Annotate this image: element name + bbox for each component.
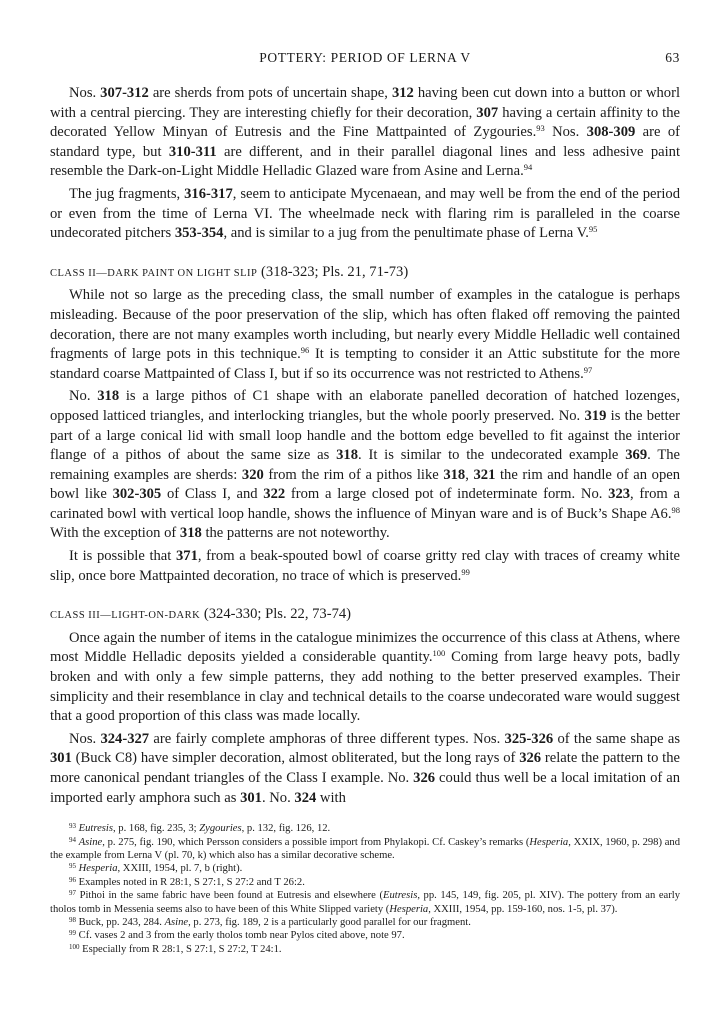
publication-title: Zygouries (199, 823, 242, 835)
text-run: Buck, pp. 243, 284. (76, 917, 165, 929)
footnote-ref: 98 (671, 504, 680, 515)
footnote-ref: 96 (69, 875, 76, 884)
publication-title: Asine (78, 836, 103, 848)
catalogue-number: 319 (584, 407, 607, 424)
catalogue-number: 307-312 (100, 85, 149, 101)
text-run: the rim and handle of an open bowl like (50, 466, 681, 503)
catalogue-number: 326 (519, 750, 542, 767)
catalogue-number: 321 (473, 466, 496, 483)
text-run: Especially from R 28:1, S 27:1, S 27:2, T 24:1. (79, 943, 282, 955)
text-run: Pithoi in the same fabric have been found at Eutresis and elsewhere ( (76, 890, 383, 902)
section-heading-class-ii (50, 263, 680, 284)
text-run: could thus well be a local imitation of an imported early amphora such as (50, 770, 680, 806)
catalogue-number: 369 (625, 447, 648, 464)
text-run: from the rim of a pithos like (263, 466, 444, 483)
page (50, 46, 680, 956)
catalogue-number: 301 (50, 750, 72, 767)
text-run: No. (69, 388, 98, 405)
text-run: , pp. 145, 149, fig. 205, pl. XIV). The pottery from an early tholos tomb in Messenia seems also to have been of this White Slipped variety ( (50, 890, 680, 915)
text-run: . It is similar to the undecorated example (358, 447, 626, 464)
text-run: It is possible that (69, 548, 176, 565)
text-run: are of standard type, but (50, 124, 680, 160)
text-run: , p. 273, fig. 189, 2 is a particularly good parallel for our fragment. (188, 917, 471, 929)
footnote-ref: 95 (69, 862, 76, 871)
text-run: . No. (261, 789, 295, 806)
text-run: is a large pithos of C1 shape with an elaborate panelled decoration of hatched lozenges, opposed latticed triangles, and interlocking triangles, but the whole poorly preserved. No. (50, 388, 680, 424)
catalogue-number: 318 (97, 388, 120, 405)
text-run: It is tempting to consider it an Attic substitute for the more standard coarse Mattpainted of Class I, but if so its occurrence was not restricted to Athens. (50, 346, 680, 382)
catalogue-number: 318 (179, 525, 202, 542)
paragraph (50, 629, 680, 727)
page-number: 63 (665, 50, 680, 65)
catalogue-number: 307 (476, 104, 499, 121)
text-run: with (316, 789, 346, 806)
text-run: With the exception of (50, 525, 180, 542)
catalogue-number: 318 (336, 447, 358, 464)
text-run: Nos. (69, 730, 101, 747)
catalogue-number: 318 (443, 466, 466, 483)
text-run: Coming from large heavy pots, badly broken and with only a few simple patterns, they add nothing to the better preserved examples. Their simplicity and their resemblance in clay and technical details to the coarse undecorated ware would suggest that a good proportion of this class was made locally. (50, 649, 681, 725)
text-run: from a large closed pot of indeterminate form. No. (285, 486, 609, 503)
paragraph (50, 730, 680, 808)
footnote-ref: 98 (69, 916, 76, 925)
text-run: (Buck C8) have simpler decoration, almost obliterated, but the long rays of (71, 750, 520, 767)
catalogue-number: 324-327 (100, 730, 150, 747)
catalogue-number: 302-305 (112, 486, 162, 503)
catalogue-number: 320 (241, 466, 264, 483)
publication-title: Hesperia (529, 836, 569, 848)
text-run: are different, and in their parallel diagonal lines and less adhesive paint resemble the Dark-on-Light Middle Helladic Glazed ware from Asine and Lerna. (50, 143, 681, 180)
text-run: , from a carinated bowl with vertical loop handle, shows the influence of Minyan ware and is of Buck’s Shape A6. (50, 486, 681, 522)
text-run: . The remaining examples are sherds: (50, 447, 681, 483)
footnote (50, 862, 680, 875)
catalogue-number: 325-326 (504, 730, 554, 747)
text-run: While not so large as the preceding class, the small number of examples in the catalogue is perhaps misleading. Because of the poor preservation of the slip, which has often flaked off removing the painted decoration, there are not many examples worth including, but nearly every Middle Helladic well contained fragments of large pots in this technique. (50, 287, 680, 363)
paragraph (50, 185, 680, 244)
text-run: , seem to anticipate Mycenaean, and may well be from the end of the period or even from the time of Lerna VI. The wheelmade neck with flaring rim is paralleled in the coarse undecorated pitchers (50, 185, 680, 242)
text-run: Nos. (544, 124, 587, 141)
text-run: of Class I, and (161, 486, 264, 503)
text-run: Cf. vases 2 and 3 from the early tholos tomb near Pylos cited above, note 97. (76, 930, 405, 942)
paragraph (50, 387, 680, 544)
running-header (50, 46, 680, 70)
catalogue-number: 371 (175, 548, 198, 565)
section-heading-refs: (318-323; Pls. 21, 71-73) (261, 263, 409, 280)
main-text (50, 84, 680, 808)
text-run: The jug fragments, (69, 185, 185, 202)
publication-title: Hesperia (389, 903, 429, 915)
publication-title: Eutresis (382, 890, 418, 902)
footnote-ref: 97 (583, 364, 593, 375)
footnote-ref: 100 (69, 942, 80, 951)
text-run: are fairly complete amphoras of three different types. Nos. (149, 730, 505, 747)
publication-title: Hesperia (78, 863, 118, 875)
text-run: relate the pattern to the more canonical pendant triangles of the Class I example. No. (50, 750, 680, 786)
footnote-ref: 95 (588, 224, 598, 235)
footnote (50, 876, 680, 889)
footnote (50, 943, 680, 956)
footnote-ref: 94 (523, 162, 533, 173)
footnote (50, 836, 680, 863)
footnote-ref: 99 (69, 929, 76, 938)
text-run: , XXIII, 1954, pp. 159-160, nos. 1-5, pl. 37). (428, 903, 618, 915)
section-heading-label: CLASS II—DARK PAINT ON LIGHT SLIP (50, 267, 258, 279)
footnote-ref: 93 (536, 123, 545, 134)
footnote-ref: 99 (461, 566, 470, 577)
text-run: Examples noted in R 28:1, S 27:1, S 27:2 and T 26:2. (76, 876, 305, 888)
text-run: , XXIX, 1960, p. 298) and the example from Lerna V (pl. 70, k) which also has a similar decorative scheme. (50, 836, 680, 861)
text-run: is the better part of a large conical lid with small loop handle and the bottom edge bevelled to fit against the interior flange of a pithos of about the same size as (50, 407, 681, 464)
text-run: having a certain affinity to the decorated Yellow Minyan of Eutresis and the Fine Mattpainted of Zygouries. (50, 104, 680, 141)
footnote-ref: 94 (69, 835, 76, 844)
text-run: the patterns are not noteworthy. (201, 525, 390, 542)
footnote-ref: 97 (69, 889, 76, 898)
text-run: of the same shape as (553, 730, 680, 747)
text-run: Nos. (69, 85, 101, 101)
text-run: having been cut down into a button or whorl with a central piercing. They are interesting chiefly for their decoration, (50, 85, 681, 121)
publication-title: Eutresis (78, 823, 113, 835)
section-heading-label: CLASS III—LIGHT-ON-DARK (50, 610, 201, 622)
text-run: , p. 168, fig. 235, 3; (113, 823, 200, 835)
catalogue-number: 310-311 (168, 143, 217, 160)
catalogue-number: 353-354 (174, 225, 224, 242)
publication-title: Asine (164, 917, 189, 929)
catalogue-number: 308-309 (586, 124, 636, 141)
text-run: Once again the number of items in the catalogue minimizes the occurrence of this class at Athens, where most Middle Helladic deposits yielded a considerable quantity. (50, 629, 680, 666)
text-run: , p. 132, fig. 126, 12. (241, 823, 331, 835)
section-heading-class-iii (50, 605, 680, 626)
text-run: are sherds from pots of uncertain shape, (148, 85, 392, 101)
footnotes (50, 822, 680, 956)
text-run: , (465, 466, 474, 483)
footnote (50, 889, 680, 916)
catalogue-number: 323 (608, 486, 631, 503)
catalogue-number: 326 (413, 770, 436, 786)
running-title: POTTERY: PERIOD OF LERNA V (259, 50, 471, 65)
footnote (50, 916, 680, 929)
paragraph (50, 286, 680, 384)
catalogue-number: 324 (294, 789, 317, 806)
footnote (50, 822, 680, 835)
footnote-ref: 96 (300, 345, 310, 356)
text-run: , XXIII, 1954, pl. 7, b (right). (117, 863, 243, 875)
footnote-ref: 93 (69, 822, 76, 831)
text-run: , p. 275, fig. 190, which Persson considers a possible import from Phylakopi. Cf. Caskey’s remarks ( (102, 836, 530, 848)
paragraph (50, 84, 680, 182)
catalogue-number: 322 (263, 486, 286, 503)
paragraph (50, 547, 680, 586)
footnote (50, 929, 680, 942)
section-heading-refs: (324-330; Pls. 22, 73-74) (203, 606, 352, 623)
text-run: , and is similar to a jug from the penultimate phase of Lerna V. (223, 225, 589, 242)
footnote-ref: 100 (432, 648, 446, 659)
catalogue-number: 312 (391, 85, 414, 101)
text-run: , from a beak-spouted bowl of coarse gritty red clay with traces of creamy white slip, once bore Mattpainted decoration, no trace of which is preserved. (50, 548, 680, 584)
catalogue-number: 301 (240, 789, 262, 806)
catalogue-number: 316-317 (184, 185, 233, 202)
